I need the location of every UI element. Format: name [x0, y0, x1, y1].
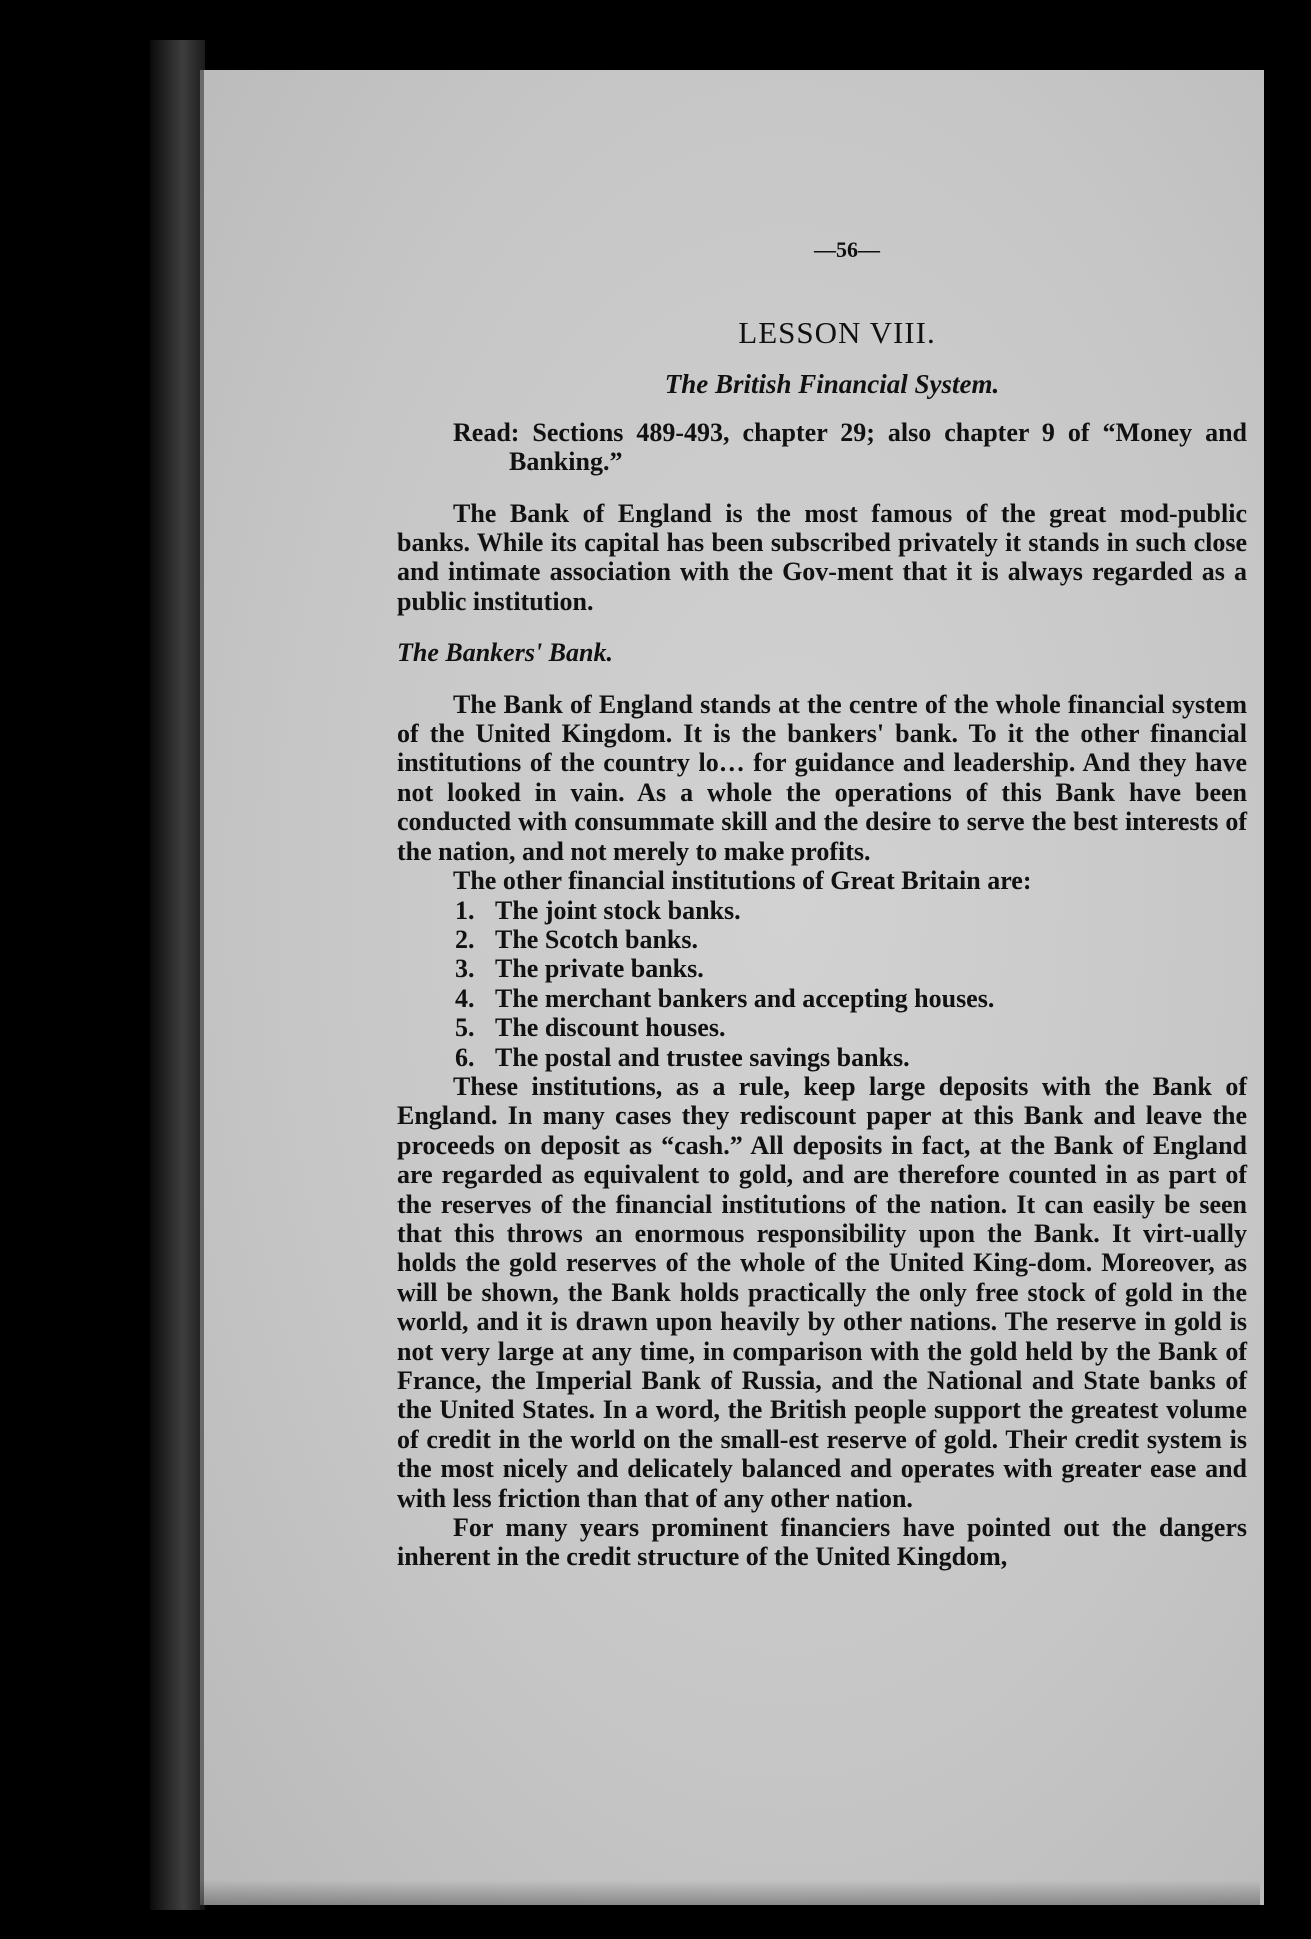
book-page — [200, 70, 1264, 1905]
list-item-number: 1. — [455, 895, 475, 925]
lesson-heading: LESSON VIII. — [738, 315, 936, 351]
section-heading: The Bankers' Bank. — [397, 638, 613, 668]
reading-assignment: Read: Sections 489-493, chapter 29; also chapter 9 of “Money and Banking.” — [453, 417, 1247, 477]
list-item-text: The discount houses. — [495, 1013, 726, 1043]
list-item-number: 4. — [455, 983, 475, 1013]
deposits-paragraph: These institutions, as a rule, keep large deposits with the Bank of England. In many cases they rediscount paper at this Bank and leave the proceeds on deposit as “cash.” All deposits in fact, at the Bank of England are regarded as equivalent to gold, and are therefore counted in as part of the reserves of the financial institutions of the nation. It can easily be seen that this throws an enormous responsibility upon the Bank. It virt-ually holds the gold reserves of the whole of the United King-dom. Moreover, as will be shown, the Bank holds practically the only free stock of gold in the world, and it is drawn upon heavily by other nations. The reserve in gold is not very large at any time, in comparison with the gold held by the Bank of France, the Imperial Bank of Russia, and the National and State banks of the United States. In a word, the British people support the greatest volume of credit in the world on the small-est reserve of gold. Their credit system is the most nicely and delicately balanced and operates with greater ease and with less friction than that of any other nation. — [397, 1071, 1247, 1513]
list-item-text: The Scotch banks. — [495, 924, 698, 954]
list-item — [455, 954, 1247, 983]
bankers-bank-paragraph: The Bank of England stands at the centre of the whole financial system of the United Kingdom. It is the bankers' bank. To it the other financial institutions of the country lo… for guidance and leadership. And they have not looked in vain. As a whole the operations of this Bank have been conducted with consummate skill and the desire to serve the best interests of the nation, and not merely to make profits. — [397, 689, 1247, 866]
list-item-number: 5. — [455, 1013, 475, 1043]
list-item — [455, 1043, 1247, 1072]
page-text-block — [397, 235, 1247, 1572]
institutions-list — [397, 896, 1247, 1072]
list-intro: The other financial institutions of Great Britain are: — [453, 866, 1032, 896]
list-item-number: 3. — [455, 954, 475, 984]
list-item-text: The postal and trustee savings banks. — [495, 1042, 910, 1072]
list-item-text: The private banks. — [495, 954, 704, 984]
list-item-text: The merchant bankers and accepting houses. — [495, 983, 995, 1013]
list-item-number: 2. — [455, 924, 475, 954]
intro-paragraph: The Bank of England is the most famous of the great mod-public banks. While its capital has been subscribed privately it stands in such close and intimate association with the Gov-ment that it is always regarded as a public institution. — [397, 498, 1247, 616]
page-bottom-shadow — [200, 1880, 1260, 1910]
list-item — [455, 896, 1247, 925]
list-item — [455, 1013, 1247, 1042]
closing-paragraph: For many years prominent financiers have pointed out the dangers inherent in the credit structure of the United Kingdom, — [397, 1513, 1247, 1572]
list-item-number: 6. — [455, 1042, 475, 1072]
list-item — [455, 925, 1247, 954]
lesson-subtitle: The British Financial System. — [664, 369, 1000, 400]
list-item — [455, 984, 1247, 1013]
page-number: —56— — [814, 237, 880, 262]
book-spine — [150, 40, 205, 1910]
list-item-text: The joint stock banks. — [495, 895, 741, 925]
